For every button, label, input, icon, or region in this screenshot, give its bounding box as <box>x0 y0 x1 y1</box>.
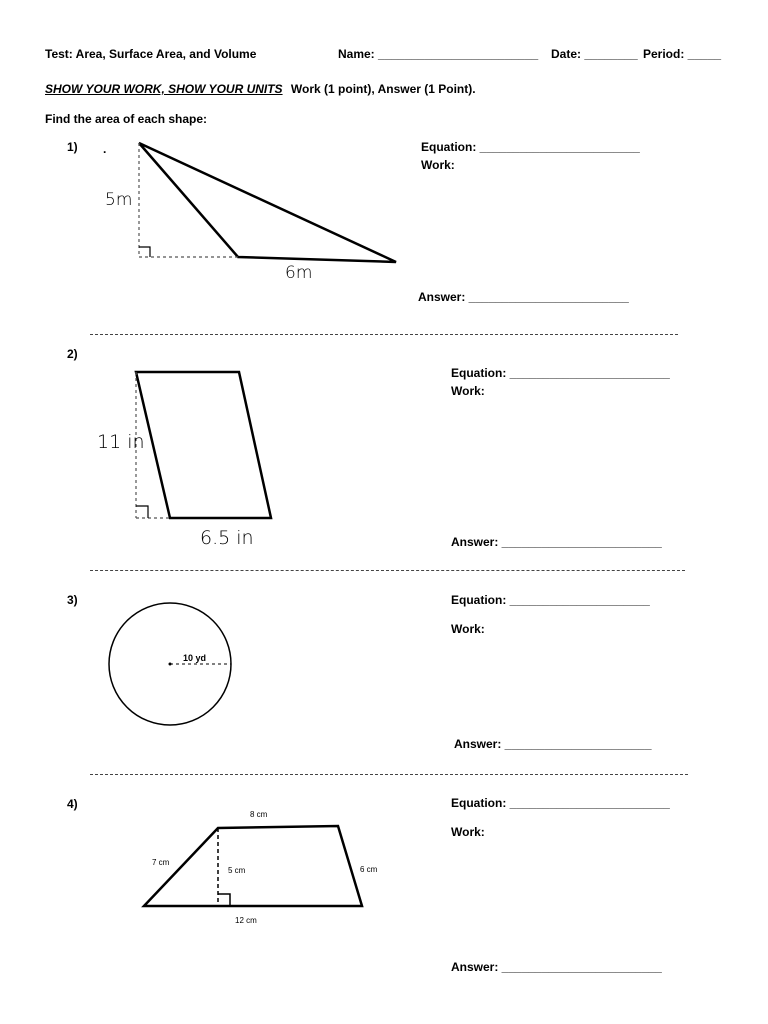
trapezoid-top-label: 8 cm <box>250 810 268 819</box>
problem-3-answer[interactable]: Answer: ______________________ <box>454 737 652 751</box>
circle-center <box>169 663 172 666</box>
trapezoid-figure <box>0 800 768 930</box>
trapezoid-shape <box>144 826 362 906</box>
section-divider <box>90 570 685 571</box>
right-angle-marker <box>136 506 148 518</box>
problem-1-marker: . <box>103 142 107 156</box>
problem-1-answer[interactable]: Answer: ________________________ <box>418 290 629 304</box>
problem-1-equation[interactable]: Equation: ________________________ <box>421 140 640 154</box>
show-work-instruction: SHOW YOUR WORK, SHOW YOUR UNITS <box>45 82 283 96</box>
problem-2-number: 2) <box>67 347 78 361</box>
triangle-shape <box>139 143 396 262</box>
parallelogram-base-label: 6.5 in <box>200 527 254 549</box>
problem-3-number: 3) <box>67 593 78 607</box>
trapezoid-height-label: 5 cm <box>228 866 246 875</box>
problem-4-equation[interactable]: Equation: ________________________ <box>451 796 670 810</box>
triangle-base-label: 6m <box>285 263 313 283</box>
parallelogram-shape <box>136 372 271 518</box>
name-field[interactable]: Name: ________________________ <box>338 47 539 61</box>
triangle-height-label: 5m <box>105 190 133 210</box>
right-angle-marker <box>218 894 230 906</box>
points-instruction: Work (1 point), Answer (1 Point). <box>290 82 476 96</box>
problem-2-answer[interactable]: Answer: ________________________ <box>451 535 662 549</box>
find-area-instruction: Find the area of each shape: <box>45 112 208 126</box>
problem-1-work: Work: <box>421 158 455 172</box>
radius-label: 10 yd <box>183 653 207 663</box>
trapezoid-left-label: 7 cm <box>152 858 170 867</box>
date-field[interactable]: Date: ________ <box>551 47 638 61</box>
section-divider <box>90 774 688 775</box>
problem-4-answer[interactable]: Answer: ________________________ <box>451 960 662 974</box>
circle-figure <box>0 590 768 740</box>
triangle-figure <box>0 0 768 330</box>
section-divider <box>90 334 678 335</box>
problem-4-number: 4) <box>67 797 78 811</box>
test-title: Test: Area, Surface Area, and Volume <box>45 47 257 61</box>
period-field[interactable]: Period: _____ <box>643 47 722 61</box>
trapezoid-base-label: 12 cm <box>235 916 257 925</box>
parallelogram-height-label: 11 in <box>97 431 145 453</box>
problem-1-number: 1) <box>67 140 78 154</box>
problem-2-work: Work: <box>451 384 485 398</box>
right-angle-marker <box>139 247 150 257</box>
problem-3-work: Work: <box>451 622 485 636</box>
problem-3-equation[interactable]: Equation: _____________________ <box>451 593 650 607</box>
trapezoid-right-label: 6 cm <box>360 865 378 874</box>
problem-4-work: Work: <box>451 825 485 839</box>
problem-2-equation[interactable]: Equation: ________________________ <box>451 366 670 380</box>
